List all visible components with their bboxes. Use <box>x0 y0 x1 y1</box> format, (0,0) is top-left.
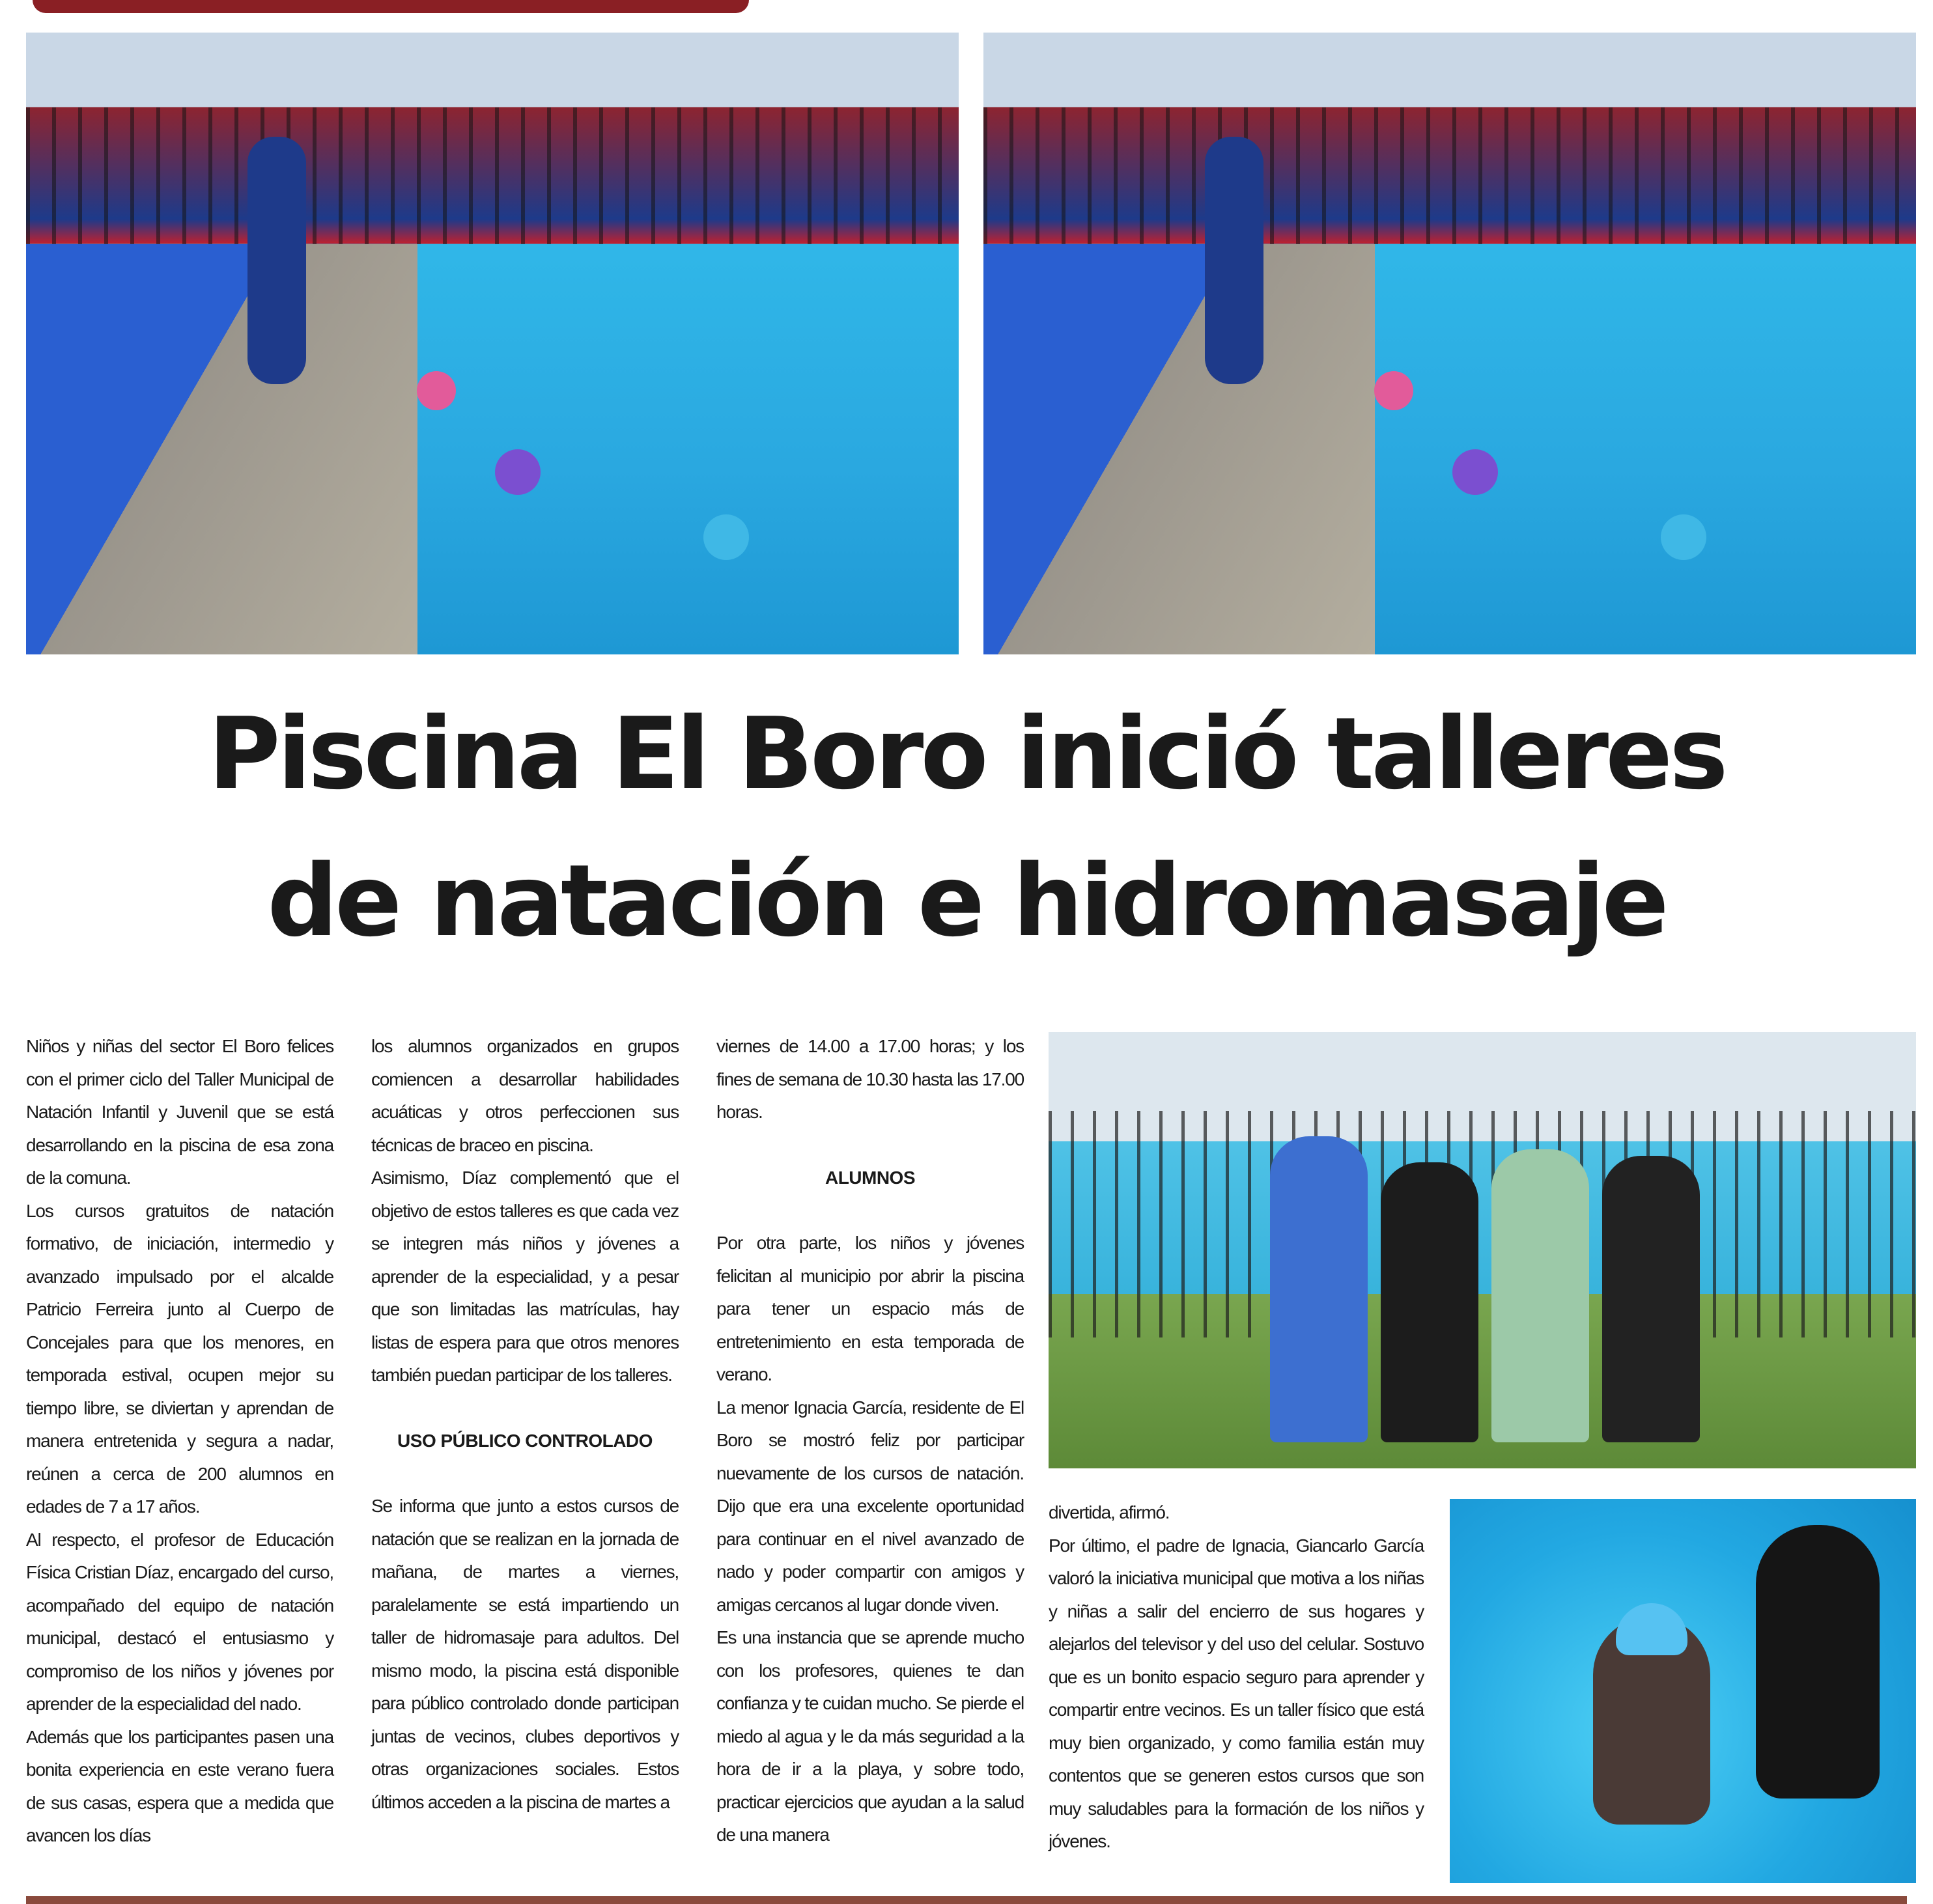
fence <box>983 107 1916 244</box>
pool-photo-right <box>983 33 1916 654</box>
swimmer <box>1205 137 1263 384</box>
paragraph: Niños y niñas del sector El Boro felices con el primer ciclo del Taller Municipal de Natación Infantil y Juvenil que se está desarrollando en la piscina de esa zona de la comuna. <box>26 1036 333 1188</box>
fence <box>26 107 959 244</box>
paragraph: La menor Ignacia García, residente de El Boro se mostró feliz por participar nuevamente de los cursos de natación. Dijo que era una excelente oportunidad para continuar en el nivel avanzado de nado y poder compartir con amigos y amigas cercanos al lugar donde viven. <box>716 1397 1024 1615</box>
fence <box>1049 1111 1916 1337</box>
swimmer <box>1661 514 1706 560</box>
swim-cap <box>1616 1603 1687 1655</box>
person <box>1381 1162 1478 1442</box>
article-column-1 <box>26 1030 333 1853</box>
article-column-3 <box>716 1030 1024 1852</box>
paragraph: Asimismo, Díaz complementó que el objetivo de estos talleres es que cada vez se integren más niños y jóvenes a aprender de la especialidad, y a pesar que son limitadas las matrículas, hay listas de espera para que otros menores también puedan participar de los talleres. <box>371 1168 679 1385</box>
pool-deck <box>26 244 417 654</box>
headline-line-1: Piscina El Boro inició talleres <box>208 696 1725 811</box>
instructor <box>1756 1525 1880 1799</box>
swimmer <box>417 371 456 410</box>
swim-lesson-photo <box>1450 1499 1916 1883</box>
group-photo <box>1049 1032 1916 1468</box>
paragraph: Es una instancia que se aprende mucho con los profesores, quienes te dan confianza y te cuidan mucho. Se pierde el miedo al agua y le da más seguridad a la hora de ir a la playa, y sobre todo, practicar ejercicios que ayudan a la salud de una manera <box>716 1627 1024 1845</box>
pool-photo-left <box>26 33 959 654</box>
section-subhead: USO PÚBLICO CONTROLADO <box>397 1430 653 1451</box>
swimmer <box>703 514 749 560</box>
article-column-4 <box>1049 1496 1424 1858</box>
paragraph: divertida, afirmó. <box>1049 1502 1170 1522</box>
paragraph: Por otra parte, los niños y jóvenes felicitan al municipio por abrir la piscina para tener un espacio más de entretenimiento en esta temporada de verano. <box>716 1233 1024 1384</box>
article-column-2 <box>371 1030 679 1819</box>
swimmer <box>1374 371 1413 410</box>
headline-line-2: de natación e hidromasaje <box>267 843 1666 959</box>
top-accent-bar <box>33 0 749 13</box>
paragraph: Al respecto, el profesor de Educación Física Cristian Díaz, encargado del curso, acompañado del equipo de natación municipal, destacó el entusiasmo y compromiso de los niños y jóvenes por aprender de la especialidad del nado. <box>26 1529 333 1714</box>
bottom-accent-bar <box>26 1896 1907 1904</box>
paragraph: Los cursos gratuitos de natación formativo, de iniciación, intermedio y avanzado impulsado por el alcalde Patricio Ferreira junto al Cuerpo de Concejales para que los menores, en temporada estival, ocupen mejor su tiempo libre, se diviertan y aprendan de manera entretenida y segura a nadar, reúnen a cerca de 200 alumnos en edades de 7 a 17 años. <box>26 1200 333 1517</box>
person <box>1270 1136 1368 1442</box>
section-subhead: ALUMNOS <box>825 1167 916 1188</box>
swimmer <box>1452 449 1498 495</box>
person <box>1491 1149 1589 1442</box>
swimmer <box>247 137 306 384</box>
paragraph: viernes de 14.00 a 17.00 horas; y los fines de semana de 10.30 hasta las 17.00 horas. <box>716 1036 1024 1122</box>
paragraph: Por último, el padre de Ignacia, Giancarlo García valoró la iniciativa municipal que motiva a los niñas y niñas a salir del encierro de sus hogares y alejarlos del televisor y del uso del celular. Sostuvo que es un bonito espacio seguro para aprender y compartir entre vecinos. Es un taller físico que está muy bien organizado, y como familia están muy contentos que se generen estos cursos que son muy saludables para la formación de los niños y jóvenes. <box>1049 1535 1424 1851</box>
headline <box>26 680 1907 975</box>
paragraph: Se informa que junto a estos cursos de natación que se realizan en la jornada de mañana, de martes a viernes, paralelamente se está impartiendo un taller de hidromasaje para adultos. Del mismo modo, la piscina está disponible para público controlado donde participan juntas de vecinos, clubes deportivos y otras organizaciones sociales. Estos últimos acceden a la piscina de martes a <box>371 1496 679 1812</box>
paragraph: Además que los participantes pasen una bonita experiencia en este verano fuera de sus casas, espera que a medida que avancen los días <box>26 1726 333 1845</box>
pool-deck <box>983 244 1375 654</box>
swimmer <box>495 449 541 495</box>
person <box>1602 1156 1700 1442</box>
paragraph: los alumnos organizados en grupos comiencen a desarrollar habilidades acuáticas y otros perfeccionen sus técnicas de braceo en piscina. <box>371 1036 679 1155</box>
